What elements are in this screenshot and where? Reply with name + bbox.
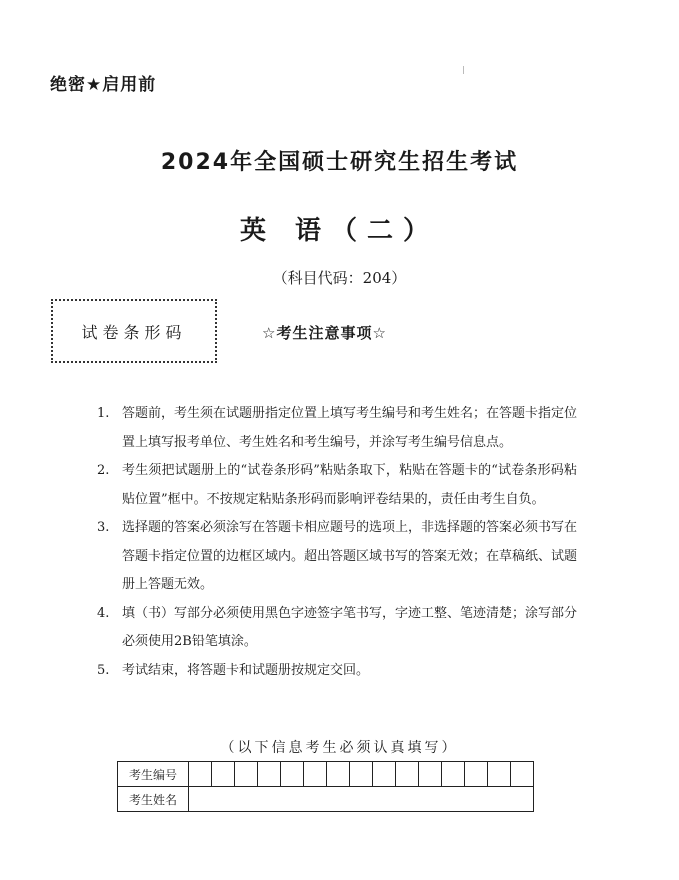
barcode-box	[51, 299, 217, 363]
subject-code: （科目代码：204）	[272, 269, 407, 287]
candidate-id-cell[interactable]	[488, 762, 511, 787]
candidate-id-cell[interactable]	[350, 762, 373, 787]
notice-item-number: 1.	[97, 406, 110, 421]
candidate-info-title: （以下信息考生必须认真填写）	[220, 740, 459, 756]
notice-item	[97, 400, 577, 457]
subject-title: 英 语（二）	[239, 216, 440, 246]
candidate-id-cell[interactable]	[304, 762, 327, 787]
candidate-id-cell[interactable]	[373, 762, 396, 787]
notice-item-number: 3.	[97, 520, 110, 535]
notice-item-text: 答题前，考生须在试题册指定位置上填写考生编号和考生姓名；在答题卡指定位置上填写报考单位、考生姓名和考生编号，并涂写考生编号信息点。	[122, 406, 578, 450]
candidate-id-cell[interactable]	[511, 762, 534, 787]
candidate-id-cell[interactable]	[189, 762, 212, 787]
candidate-id-cell[interactable]	[419, 762, 442, 787]
notice-item-number: 4.	[97, 605, 110, 621]
candidate-id-cell[interactable]	[327, 762, 350, 787]
candidate-id-label: 考生编号	[118, 762, 189, 787]
candidate-name-field[interactable]	[189, 787, 534, 812]
notice-item	[97, 457, 577, 514]
notice-title: ☆考生注意事项☆	[262, 324, 387, 342]
candidate-name-label: 考生姓名	[118, 787, 189, 812]
notice-item	[97, 657, 577, 686]
notice-item-number: 2.	[97, 463, 110, 478]
candidate-name-row	[118, 787, 534, 812]
candidate-id-cell[interactable]	[396, 762, 419, 787]
candidate-id-cell[interactable]	[212, 762, 235, 787]
candidate-id-cell[interactable]	[442, 762, 465, 787]
notice-item-text: 填（书）写部分必须使用黑色字迹签字笔书写，字迹工整、笔迹清楚；涂写部分必须使用2B铅笔填涂。	[122, 605, 578, 649]
notice-item-number: 5.	[97, 662, 110, 678]
scan-speck	[463, 66, 464, 74]
candidate-id-row	[118, 762, 534, 787]
candidate-id-cell[interactable]	[258, 762, 281, 787]
secret-label: 绝密★启用前	[50, 75, 157, 95]
candidate-info-table	[117, 761, 534, 812]
notice-item	[97, 514, 577, 600]
candidate-id-cell[interactable]	[281, 762, 304, 787]
exam-title: 2024年全国硕士研究生招生考试	[160, 150, 519, 175]
candidate-id-cell[interactable]	[235, 762, 258, 787]
candidate-id-cell[interactable]	[465, 762, 488, 787]
notice-item-text: 考试结束，将答题卡和试题册按规定交回。	[122, 662, 370, 678]
barcode-label: 试卷条形码	[81, 322, 187, 342]
notice-item-text: 考生须把试题册上的“试卷条形码”粘贴条取下，粘贴在答题卡的“试卷条形码粘贴位置”框中。不按规定粘贴条形码而影响评卷结果的，责任由考生自负。	[122, 463, 577, 507]
notice-item-text: 选择题的答案必须涂写在答题卡相应题号的选项上，非选择题的答案必须书写在答题卡指定位置的边框区域内。超出答题区域书写的答案无效；在草稿纸、试题册上答题无效。	[122, 520, 578, 592]
notice-list	[97, 400, 577, 685]
notice-item	[97, 600, 577, 657]
